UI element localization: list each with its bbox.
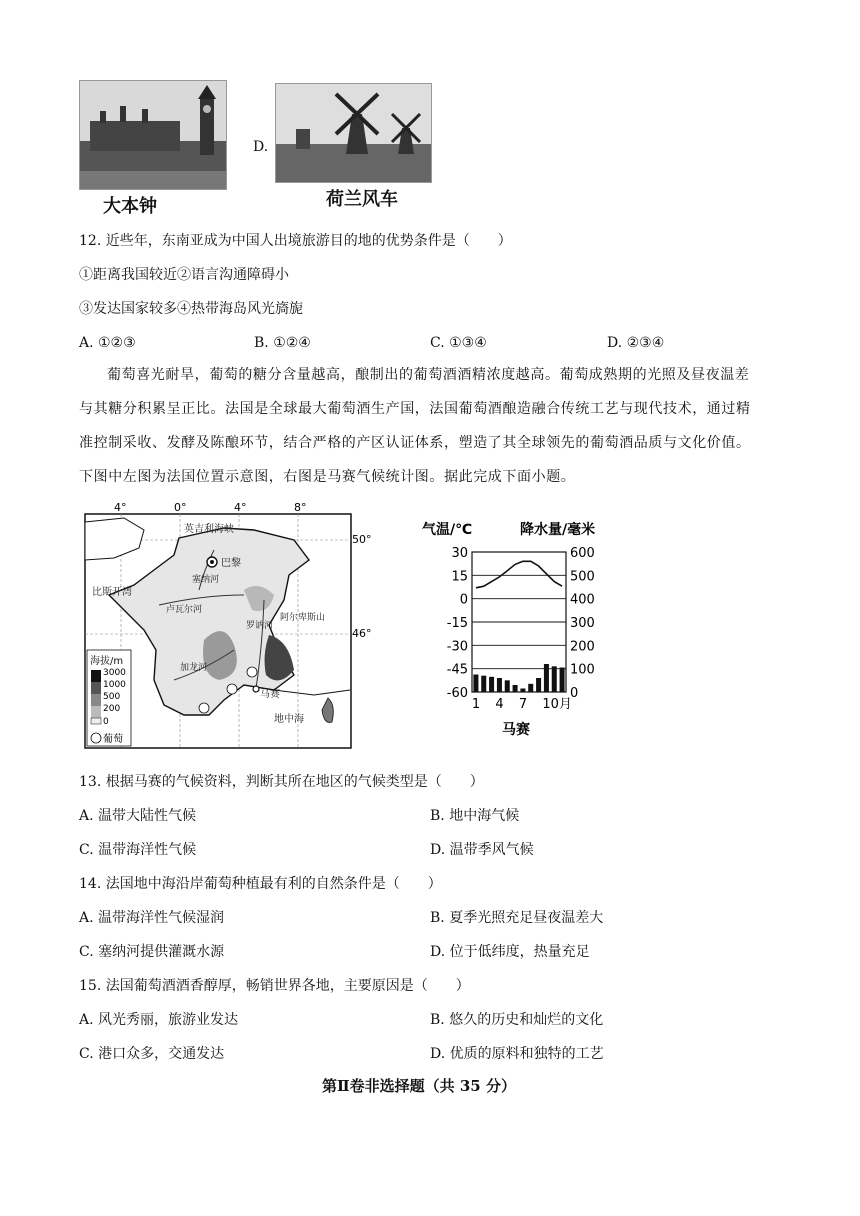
precipitation-bar bbox=[560, 668, 565, 693]
q12-line1: ①距离我国较近②语言沟通障碍小 bbox=[79, 267, 289, 283]
q14-option-c[interactable]: C. 塞纳河提供灌溉水源 bbox=[79, 944, 225, 960]
chart-title: 马赛 bbox=[502, 722, 530, 738]
passage bbox=[79, 358, 784, 494]
label-loire: 卢瓦尔河 bbox=[166, 605, 203, 615]
q13-option-a[interactable]: A. 温带大陆性气候 bbox=[79, 808, 197, 824]
lon-label-2: 0° bbox=[174, 501, 187, 514]
marseille-climate-chart bbox=[420, 518, 620, 743]
y-tick-label: -15 bbox=[446, 616, 468, 631]
q12-option-b[interactable]: B. ①②④ bbox=[254, 335, 311, 351]
label-marseille: 马赛 bbox=[260, 689, 280, 700]
label-mediterranean: 地中海 bbox=[274, 714, 304, 725]
y-tick-label: 30 bbox=[451, 546, 468, 561]
legend-title: 海拔/m bbox=[90, 656, 124, 667]
precipitation-bar bbox=[497, 678, 502, 692]
precipitation-bar bbox=[520, 689, 525, 693]
option-d-label: D. bbox=[253, 139, 269, 155]
legend-value-4: 200 bbox=[103, 704, 121, 714]
lon-label-3: 4° bbox=[234, 501, 247, 514]
passage-line1: 葡萄喜光耐旱，葡萄的糖分含量越高，酿制出的葡萄酒酒精浓度越高。葡萄成熟期的光照及昼夜温差 bbox=[107, 367, 750, 383]
q12-option-c[interactable]: C. ①③④ bbox=[430, 335, 487, 351]
label-rhone: 罗讷河 bbox=[246, 621, 274, 631]
y2-tick-label: 200 bbox=[570, 639, 595, 655]
y-tick-label: 0 bbox=[459, 592, 468, 608]
precipitation-bar bbox=[513, 685, 518, 692]
label-bisike: 比斯开湾 bbox=[92, 587, 132, 598]
y2-tick-label: 300 bbox=[570, 616, 595, 631]
label-paris: 巴黎 bbox=[221, 558, 241, 569]
legend-value-5: 0 bbox=[103, 717, 109, 727]
passage-line4: 下图中左图为法国位置示意图，右图是马赛气候统计图。据此完成下面小题。 bbox=[79, 469, 576, 485]
big-ben-illustration bbox=[80, 81, 226, 189]
label-yingjili: 英吉利海峡 bbox=[184, 524, 234, 535]
y-tick-label: 15 bbox=[451, 569, 468, 585]
legend-value-2: 1000 bbox=[103, 680, 126, 690]
precipitation-bar bbox=[552, 666, 557, 692]
temperature-line bbox=[476, 561, 562, 588]
lat-label-1: 50° bbox=[352, 533, 372, 546]
y2-tick-label: 0 bbox=[570, 686, 579, 701]
precipitation-bar bbox=[481, 676, 486, 692]
y-tick-label: -45 bbox=[446, 662, 468, 678]
q12-stem: 12. 近些年，东南亚成为中国人出境旅游目的地的优势条件是（ ） bbox=[79, 233, 512, 249]
x-tick-label: 4 bbox=[495, 697, 504, 712]
legend-grape: 葡萄 bbox=[103, 734, 123, 745]
q14-option-b[interactable]: B. 夏季光照充足昼夜温差大 bbox=[430, 910, 604, 926]
precipitation-bar bbox=[544, 664, 549, 692]
precipitation-bar bbox=[473, 675, 478, 693]
precipitation-bar bbox=[505, 680, 510, 692]
section-title: 第Ⅱ卷非选择题（共 35 分） bbox=[322, 1077, 516, 1095]
legend-value-1: 3000 bbox=[103, 668, 126, 678]
precipitation-bar bbox=[536, 678, 541, 692]
q13-option-d[interactable]: D. 温带季风气候 bbox=[430, 842, 534, 858]
legend-value-3: 500 bbox=[103, 692, 121, 702]
x-tick-label: 1 bbox=[471, 697, 481, 712]
q14-option-d[interactable]: D. 位于低纬度，热量充足 bbox=[430, 944, 590, 960]
windmill-illustration bbox=[276, 84, 431, 182]
q15-stem: 15. 法国葡萄酒酒香醇厚，畅销世界各地，主要原因是（ ） bbox=[79, 978, 470, 994]
lon-label-1: 4° bbox=[114, 501, 127, 514]
y2-tick-label: 500 bbox=[570, 569, 595, 585]
q12-line2: ③发达国家较多④热带海岛风光旖旎 bbox=[79, 301, 303, 317]
passage-line2: 与其糖分积累呈正比。法国是全球最大葡萄酒生产国，法国葡萄酒酿造融合传统工艺与现代技术，通过精 bbox=[79, 401, 751, 417]
q12-option-a[interactable]: A. ①②③ bbox=[79, 335, 136, 351]
precipitation-bar bbox=[489, 677, 494, 692]
label-seine: 塞纳河 bbox=[192, 575, 220, 585]
y2-tick-label: 600 bbox=[570, 546, 595, 561]
lat-label-2: 46° bbox=[352, 627, 372, 640]
windmill-caption: 荷兰风车 bbox=[326, 189, 398, 210]
chart-ylabel: 气温/℃ bbox=[422, 522, 473, 538]
france-map bbox=[84, 500, 384, 750]
q13-stem: 13. 根据马赛的气候资料，判断其所在地区的气候类型是（ ） bbox=[79, 774, 484, 790]
y-tick-label: -30 bbox=[446, 639, 468, 655]
y2-tick-label: 100 bbox=[570, 662, 595, 678]
passage-line3: 准控制采收、发酵及陈酿环节，结合严格的产区认证体系，塑造了其全球领先的葡萄酒品质与文化价值。 bbox=[79, 435, 751, 451]
x-tick-label: 7 bbox=[518, 697, 528, 712]
label-alps: 阿尔卑斯山 bbox=[280, 613, 326, 623]
q14-option-a[interactable]: A. 温带海洋性气候湿润 bbox=[79, 910, 225, 926]
q14-stem: 14. 法国地中海沿岸葡萄种植最有利的自然条件是（ ） bbox=[79, 876, 442, 892]
lon-label-4: 8° bbox=[294, 501, 307, 514]
q15-option-d[interactable]: D. 优质的原料和独特的工艺 bbox=[430, 1046, 604, 1062]
big-ben-caption: 大本钟 bbox=[103, 196, 157, 217]
windmill-photo bbox=[275, 83, 432, 183]
chart-y2label: 降水量/毫米 bbox=[520, 522, 596, 538]
q13-option-c[interactable]: C. 温带海洋性气候 bbox=[79, 842, 197, 858]
q12-option-d[interactable]: D. ②③④ bbox=[607, 335, 665, 351]
precipitation-bar bbox=[528, 684, 533, 692]
q15-option-a[interactable]: A. 风光秀丽，旅游业发达 bbox=[79, 1012, 239, 1028]
label-garonne: 加龙河 bbox=[180, 663, 208, 673]
q13-option-b[interactable]: B. 地中海气候 bbox=[430, 808, 520, 824]
y-tick-label: -60 bbox=[446, 686, 468, 701]
q15-option-b[interactable]: B. 悠久的历史和灿烂的文化 bbox=[430, 1012, 604, 1028]
y2-tick-label: 400 bbox=[570, 592, 595, 608]
q15-option-c[interactable]: C. 港口众多，交通发达 bbox=[79, 1046, 225, 1062]
big-ben-photo bbox=[79, 80, 227, 190]
x-tick-label: 10月 bbox=[542, 697, 572, 712]
